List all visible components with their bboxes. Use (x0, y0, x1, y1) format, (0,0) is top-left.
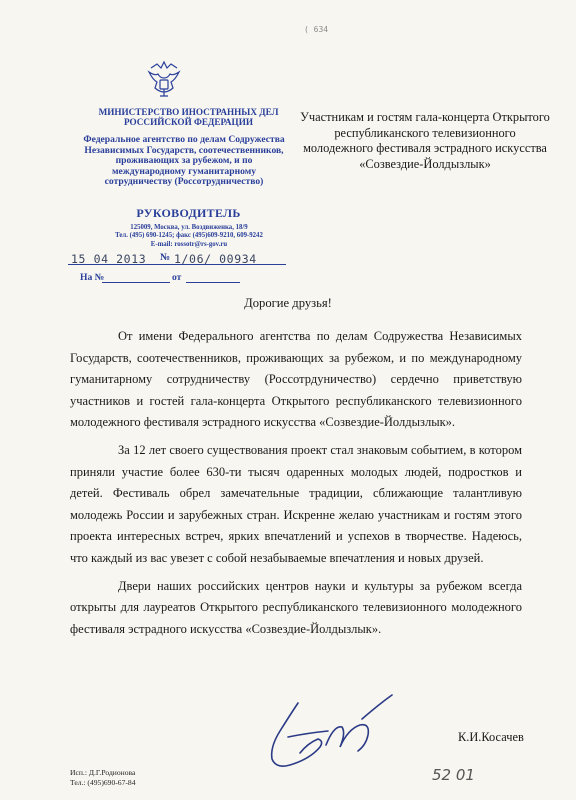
letter-body (70, 326, 522, 646)
greeting: Дорогие друзья! (244, 296, 332, 310)
contacts-block (74, 224, 304, 249)
phones: Тел. (495) 690-1245; факс (495)609-9210, 609-9242 (115, 232, 263, 240)
date-underline (68, 264, 180, 265)
stamp-number: 1/06/ 00934 (174, 252, 257, 266)
executor-phone: Тел.: (495)690-67-84 (70, 777, 136, 787)
head-title: РУКОВОДИТЕЛЬ (136, 206, 241, 220)
email: E-mail: rossotr@rs-gov.ru (150, 240, 228, 248)
reference-label: На № (80, 272, 105, 283)
agency-name: Федеральное агентство по делам Содружества Независимых Государств, соотечественников, проживающих за рубежом, и по международному гуманитарному сотрудничеству (Россотрудничество) (83, 134, 285, 188)
paragraph-1: От имени Федерального агентства по делам Содружества Независимых Государств, соотечественников, проживающих за рубежом, и по международному гуманитарному сотрудничеству (Россотрдуничество) сердечно приветствую участников и гостей гала-концерта Открытого республиканского телевизионного молодежного фестиваля эстрадного искусства «Созвездие-Йолдызлык». (70, 329, 522, 430)
handwritten-corner-number: 52 01 (432, 766, 475, 784)
paragraph-2: За 12 лет своего существования проект стал знаковым событием, в котором приняли участие более 630-ти тысяч одаренных молодых людей, подростков и детей. Фестиваль обрел замечательные традиции, сближающие талантливую молодежь России и зарубежных стран. Искренне желаю участникам и гостям этого проекта интересных встреч, ярких впечатлений и успехов в творчестве. Надеюсь, что каждый из вас увезет с собой незабываемые впечатления и новых друзей. (70, 442, 522, 565)
double-headed-eagle-emblem-icon (143, 58, 185, 102)
reference-from-underline (186, 282, 240, 283)
signer-name: К.И.Косачев (458, 730, 524, 744)
stamp-date: 15 04 2013 (71, 252, 147, 266)
corner-mark: ( 634 (304, 25, 329, 34)
reference-from-label: от (172, 272, 182, 283)
executor-name: Исп.: Д.Г.Родионова (70, 768, 136, 777)
address: 125009, Москва, ул. Воздвиженка, 18/9 (130, 224, 248, 231)
ministry-name: МИНИСТЕРСТВО ИНОСТРАННЫХ ДЕЛ РОССИЙСКОЙ ФЕДЕРАЦИИ (98, 107, 279, 127)
handwritten-signature (250, 685, 400, 780)
executor-block (70, 768, 136, 787)
recipient-block: Участникам и гостям гала-концерта Открытого республиканского телевизионного молодежного фестиваля эстрадного искусства «Созвездие-Йолдызлык» (300, 110, 550, 171)
number-underline (178, 264, 286, 265)
number-label: № (160, 252, 171, 263)
paragraph-3: Двери наших российских центров науки и культуры за рубежом всегда открыты для лауреатов Открытого республиканского телевизионного молодежного фестиваля эстрадного искусства «Созвездие-Йолдызлык». (70, 578, 522, 636)
reference-underline (102, 282, 170, 283)
